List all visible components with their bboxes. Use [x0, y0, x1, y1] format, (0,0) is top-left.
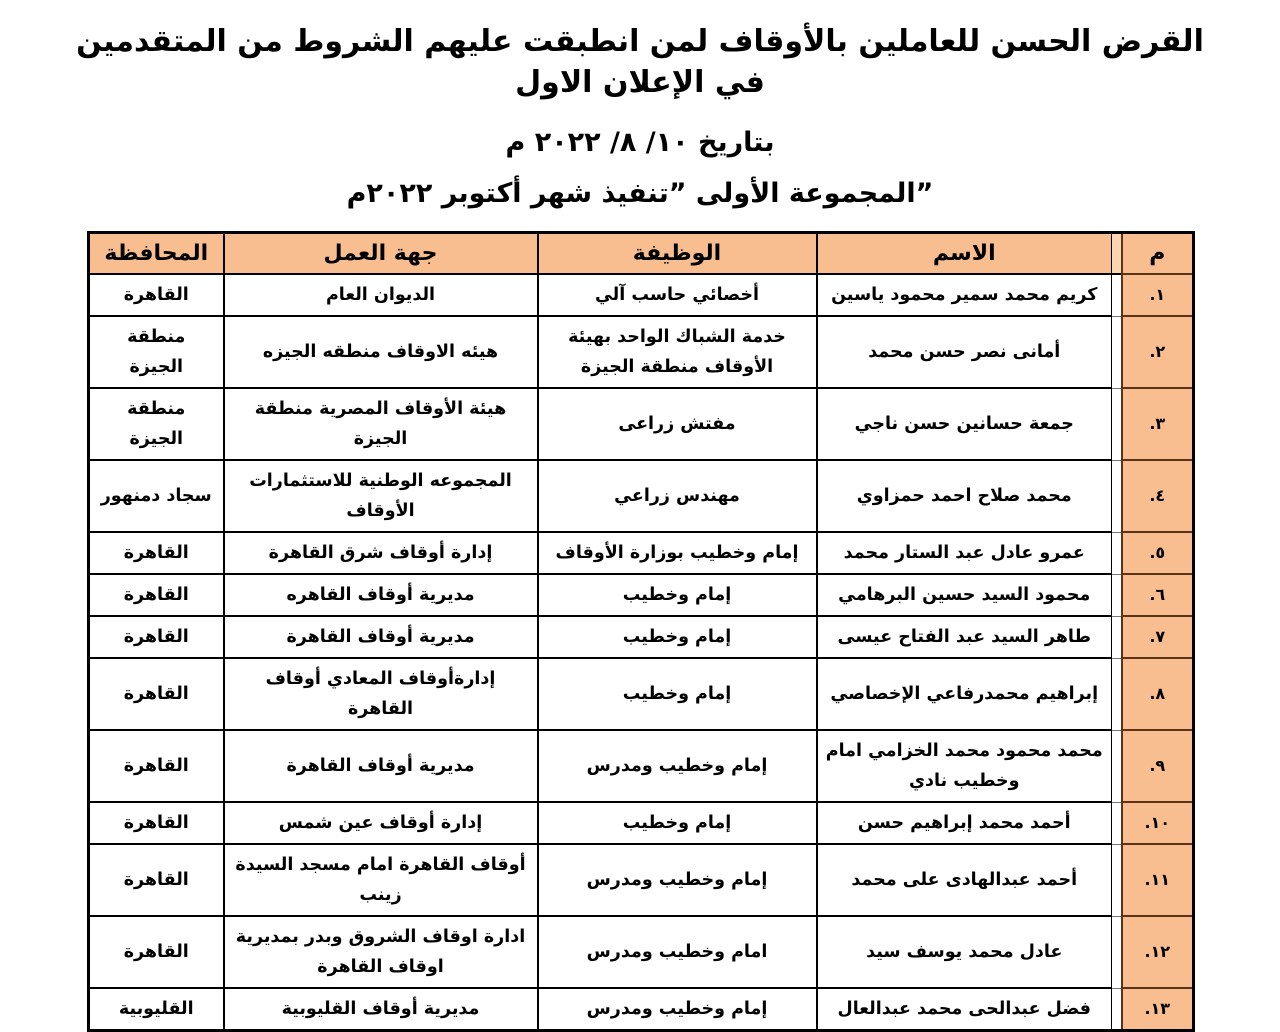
table-row — [89, 388, 1194, 460]
job-title: إمام وخطيب ومدرس — [538, 844, 817, 916]
row-number: ٥. — [1122, 532, 1194, 574]
document-group-subtitle: ”المجموعة الأولى ”تنفيذ شهر أكتوبر ٢٠٢٢م — [346, 178, 934, 209]
workplace: مديرية أوقاف القاهره — [224, 574, 538, 616]
column-gap — [1112, 460, 1122, 532]
applicant-name: أحمد محمد إبراهيم حسن — [817, 802, 1112, 844]
col-header-governorate: المحافظة — [89, 233, 224, 275]
column-gap — [1112, 316, 1122, 388]
governorate: القاهرة — [89, 574, 224, 616]
row-number: ٣. — [1122, 388, 1194, 460]
title-block — [0, 22, 1280, 209]
applicant-name: محمود السيد حسين البرهامي — [817, 574, 1112, 616]
applicant-name: جمعة حسانين حسن ناجي — [817, 388, 1112, 460]
job-title: إمام وخطيب — [538, 574, 817, 616]
job-title: امام وخطيب ومدرس — [538, 916, 817, 988]
document-title: القرض الحسن للعاملين بالأوقاف لمن انطبقت عليهم الشروط من المتقدمين في الإعلان الاول — [76, 24, 1204, 100]
governorate: القاهرة — [89, 730, 224, 802]
governorate: القاهرة — [89, 274, 224, 316]
row-number: ١٠. — [1122, 802, 1194, 844]
row-number: ٦. — [1122, 574, 1194, 616]
column-gap — [1112, 574, 1122, 616]
governorate: القاهرة — [89, 658, 224, 730]
applicant-name: أحمد عبدالهادى على محمد — [817, 844, 1112, 916]
governorate: سجاد دمنهور — [89, 460, 224, 532]
job-title: إمام وخطيب ومدرس — [538, 730, 817, 802]
workplace: إدارة أوقاف عين شمس — [224, 802, 538, 844]
column-gap — [1112, 844, 1122, 916]
column-gap — [1112, 616, 1122, 658]
applicant-name: كريم محمد سمير محمود ياسين — [817, 274, 1112, 316]
applicant-name: عمرو عادل عبد الستار محمد — [817, 532, 1112, 574]
workplace: مديرية أوقاف القاهرة — [224, 730, 538, 802]
column-gap — [1112, 388, 1122, 460]
column-gap — [1112, 916, 1122, 988]
table-row — [89, 274, 1194, 316]
governorate: القاهرة — [89, 616, 224, 658]
applicant-name: محمد صلاح احمد حمزاوي — [817, 460, 1112, 532]
document-date: بتاريخ ١٠/ ٨/ ٢٠٢٢ م — [505, 127, 775, 158]
table-row — [89, 316, 1194, 388]
governorate: منطقة الجيزة — [89, 316, 224, 388]
job-title: أخصائي حاسب آلي — [538, 274, 817, 316]
workplace: مديرية أوقاف القاهرة — [224, 616, 538, 658]
workplace: إدارة أوقاف شرق القاهرة — [224, 532, 538, 574]
table-row — [89, 844, 1194, 916]
applicant-name: فضل عبدالحى محمد عبدالعال — [817, 988, 1112, 1031]
row-number: ١. — [1122, 274, 1194, 316]
workplace: ادارة اوقاف الشروق وبدر بمديرية اوقاف القاهرة — [224, 916, 538, 988]
workplace: إدارةأوقاف المعادي أوقاف القاهرة — [224, 658, 538, 730]
governorate: القاهرة — [89, 532, 224, 574]
applicant-name: عادل محمد يوسف سيد — [817, 916, 1112, 988]
workplace: الديوان العام — [224, 274, 538, 316]
governorate: القليوبية — [89, 988, 224, 1031]
column-gap — [1112, 233, 1122, 275]
row-number: ٩. — [1122, 730, 1194, 802]
row-number: ١١. — [1122, 844, 1194, 916]
workplace: أوقاف القاهرة امام مسجد السيدة زينب — [224, 844, 538, 916]
workplace: المجموعه الوطنية للاستثمارات الأوقاف — [224, 460, 538, 532]
row-number: ١٣. — [1122, 988, 1194, 1031]
col-header-job: الوظيفة — [538, 233, 817, 275]
row-number: ٨. — [1122, 658, 1194, 730]
col-header-number: م — [1122, 233, 1194, 275]
governorate: القاهرة — [89, 916, 224, 988]
table-row — [89, 616, 1194, 658]
column-gap — [1112, 658, 1122, 730]
job-title: خدمة الشباك الواحد بهيئة الأوقاف منطقة الجيزة — [538, 316, 817, 388]
table-row — [89, 532, 1194, 574]
column-gap — [1112, 532, 1122, 574]
applicant-name: أمانى نصر حسن محمد — [817, 316, 1112, 388]
job-title: إمام وخطيب ومدرس — [538, 988, 817, 1031]
table-row — [89, 658, 1194, 730]
job-title: إمام وخطيب — [538, 802, 817, 844]
job-title: مفتش زراعى — [538, 388, 817, 460]
table-row — [89, 460, 1194, 532]
job-title: مهندس زراعي — [538, 460, 817, 532]
applicants-table — [87, 231, 1195, 1032]
governorate: منطقة الجيزة — [89, 388, 224, 460]
applicant-name: إبراهيم محمدرفاعي الإخصاصي — [817, 658, 1112, 730]
row-number: ٧. — [1122, 616, 1194, 658]
column-gap — [1112, 988, 1122, 1031]
governorate: القاهرة — [89, 844, 224, 916]
table-row — [89, 916, 1194, 988]
col-header-name: الاسم — [817, 233, 1112, 275]
governorate: القاهرة — [89, 802, 224, 844]
table-row — [89, 574, 1194, 616]
workplace: هيئة الأوقاف المصرية منطقة الجيزة — [224, 388, 538, 460]
row-number: ١٢. — [1122, 916, 1194, 988]
column-gap — [1112, 274, 1122, 316]
row-number: ٢. — [1122, 316, 1194, 388]
header-row — [89, 233, 1194, 275]
workplace: مديرية أوقاف القليوبية — [224, 988, 538, 1031]
table-row — [89, 988, 1194, 1031]
applicant-name: محمد محمود محمد الخزامي امام وخطيب نادي — [817, 730, 1112, 802]
col-header-workplace: جهة العمل — [224, 233, 538, 275]
job-title: إمام وخطيب — [538, 658, 817, 730]
job-title: إمام وخطيب بوزارة الأوقاف — [538, 532, 817, 574]
row-number: ٤. — [1122, 460, 1194, 532]
table-row — [89, 730, 1194, 802]
table-row — [89, 802, 1194, 844]
column-gap — [1112, 802, 1122, 844]
applicant-name: طاهر السيد عبد الفتاح عيسى — [817, 616, 1112, 658]
column-gap — [1112, 730, 1122, 802]
table-container — [90, 231, 1195, 1032]
job-title: إمام وخطيب — [538, 616, 817, 658]
workplace: هيئه الاوقاف منطقه الجيزه — [224, 316, 538, 388]
